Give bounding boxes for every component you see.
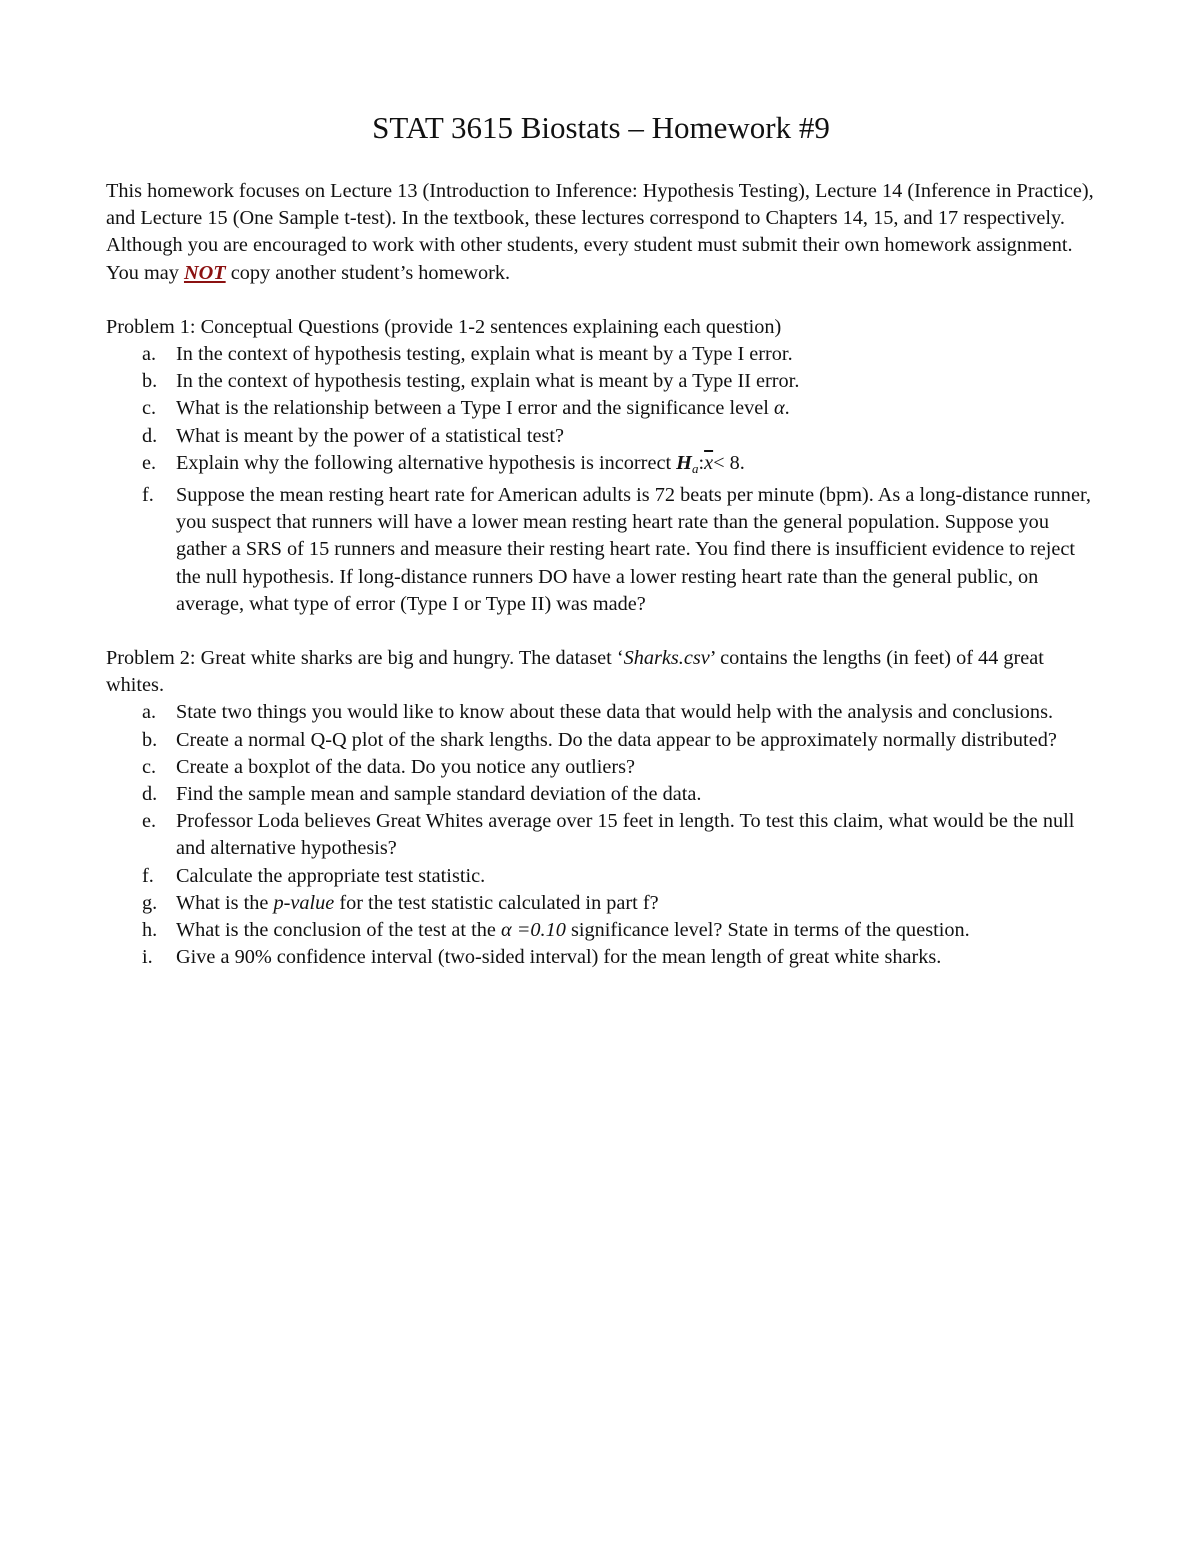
- item-text-end: .: [739, 451, 745, 474]
- item-marker: c.: [142, 397, 157, 420]
- item-text: Professor Loda believes Great Whites average over 15 feet in length. To test this claim, what would be the null and alternative hypothesis?: [176, 810, 1075, 860]
- item-text: What is the: [176, 891, 274, 914]
- hypothesis-colon: :: [698, 451, 705, 474]
- list-item: [106, 727, 1096, 754]
- item-marker: a.: [142, 701, 157, 724]
- item-marker: e.: [142, 451, 157, 474]
- problem2-heading-text: Problem 2: Great white sharks are big and hungry. The dataset ‘: [106, 647, 624, 670]
- item-text: Suppose the mean resting heart rate for American adults is 72 beats per minute (bpm). As a long-distance runner, you suspect that runners will have a lower mean resting heart rate than the general population. Suppose you gather a SRS of 15 runners and measure their resting heart rate. You find there is insufficient evidence to reject the null hypothesis. If long-distance runners DO have a lower resting heart rate than the general public, on average, what type of error (Type I or Type II) was made?: [176, 484, 1091, 615]
- item-marker: i.: [142, 946, 153, 969]
- item-marker: e.: [142, 810, 157, 833]
- list-item: [106, 917, 1096, 944]
- list-item: [106, 944, 1096, 971]
- item-text: In the context of hypothesis testing, explain what is meant by a Type I error.: [176, 343, 793, 366]
- item-text: Create a normal Q-Q plot of the shark lengths. Do the data appear to be approximately normally distributed?: [176, 728, 1057, 751]
- hypothesis-subscript: a: [691, 460, 699, 476]
- list-item: [106, 699, 1096, 726]
- dataset-filename: Sharks.csv: [623, 647, 710, 670]
- problem2-list: [106, 699, 1096, 971]
- list-item: [106, 808, 1096, 862]
- item-text: State two things you would like to know about these data that would help with the analysis and conclusions.: [176, 701, 1054, 724]
- item-text: Calculate the appropriate test statistic.: [176, 864, 486, 887]
- hypothesis-h: H: [676, 451, 692, 474]
- problem1-heading: Problem 1: Conceptual Questions (provide 1-2 sentences explaining each question): [106, 315, 782, 338]
- list-item: [106, 482, 1096, 618]
- document-page: [106, 108, 1096, 998]
- list-item: [106, 395, 1096, 422]
- problem1-list: [106, 341, 1096, 618]
- p-value-term: p-value: [273, 891, 335, 914]
- item-text: What is the relationship between a Type I error and the significance level: [176, 397, 774, 420]
- intro-text: This homework focuses on Lecture 13 (Introduction to Inference: Hypothesis Testing), Lecture 14 (Inference in Practice), and Lecture 15 (One Sample t-test). In the textbook, these lectures correspond to Chapters 14, 15, and 17 respectively. Although you are encouraged to work with other students, every student must submit their own homework assignment. You may: [106, 180, 1094, 284]
- alpha-symbol: α: [773, 397, 785, 420]
- item-marker: g.: [142, 891, 158, 914]
- problem2-heading-end: ’ contains the lengths (in feet) of 44 great whites.: [106, 647, 1044, 697]
- intro-paragraph: [106, 178, 1096, 287]
- list-item: [106, 368, 1096, 395]
- item-text: What is the conclusion of the test at the: [176, 919, 501, 942]
- intro-emphasis: NOT: [183, 261, 226, 284]
- item-marker: f.: [142, 484, 154, 507]
- item-marker: h.: [142, 919, 158, 942]
- item-marker: d.: [142, 424, 158, 447]
- list-item: [106, 863, 1096, 890]
- list-item: [106, 781, 1096, 808]
- item-text: Find the sample mean and sample standard deviation of the data.: [176, 783, 702, 806]
- item-marker: b.: [142, 370, 158, 393]
- item-text-end: significance level? State in terms of the question.: [565, 919, 970, 942]
- list-item: [106, 423, 1096, 450]
- item-marker: f.: [142, 864, 154, 887]
- item-text: Create a boxplot of the data. Do you notice any outliers?: [176, 755, 636, 778]
- list-item: [106, 890, 1096, 917]
- item-marker: d.: [142, 783, 158, 806]
- list-item: [106, 754, 1096, 781]
- item-marker: c.: [142, 755, 157, 778]
- item-text: Explain why the following alternative hypothesis is incorrect: [176, 451, 677, 474]
- item-marker: a.: [142, 343, 157, 366]
- hypothesis-rest: < 8: [713, 451, 740, 474]
- item-text: In the context of hypothesis testing, explain what is meant by a Type II error.: [176, 370, 800, 393]
- item-text: What is meant by the power of a statistical test?: [176, 424, 565, 447]
- x-bar-symbol: $\overline{x}$: [704, 451, 714, 474]
- list-item: [106, 341, 1096, 368]
- item-marker: b.: [142, 728, 158, 751]
- list-item: [106, 450, 1096, 482]
- alpha-level: α =0.10: [500, 919, 566, 942]
- problem2-heading: [106, 645, 1096, 699]
- item-text-end: .: [784, 397, 790, 420]
- intro-text-end: copy another student’s homework.: [225, 261, 511, 284]
- page-title: STAT 3615 Biostats – Homework #9: [372, 110, 830, 145]
- item-text-end: for the test statistic calculated in part f?: [334, 891, 659, 914]
- item-text: Give a 90% confidence interval (two-sided interval) for the mean length of great white sharks.: [176, 946, 942, 969]
